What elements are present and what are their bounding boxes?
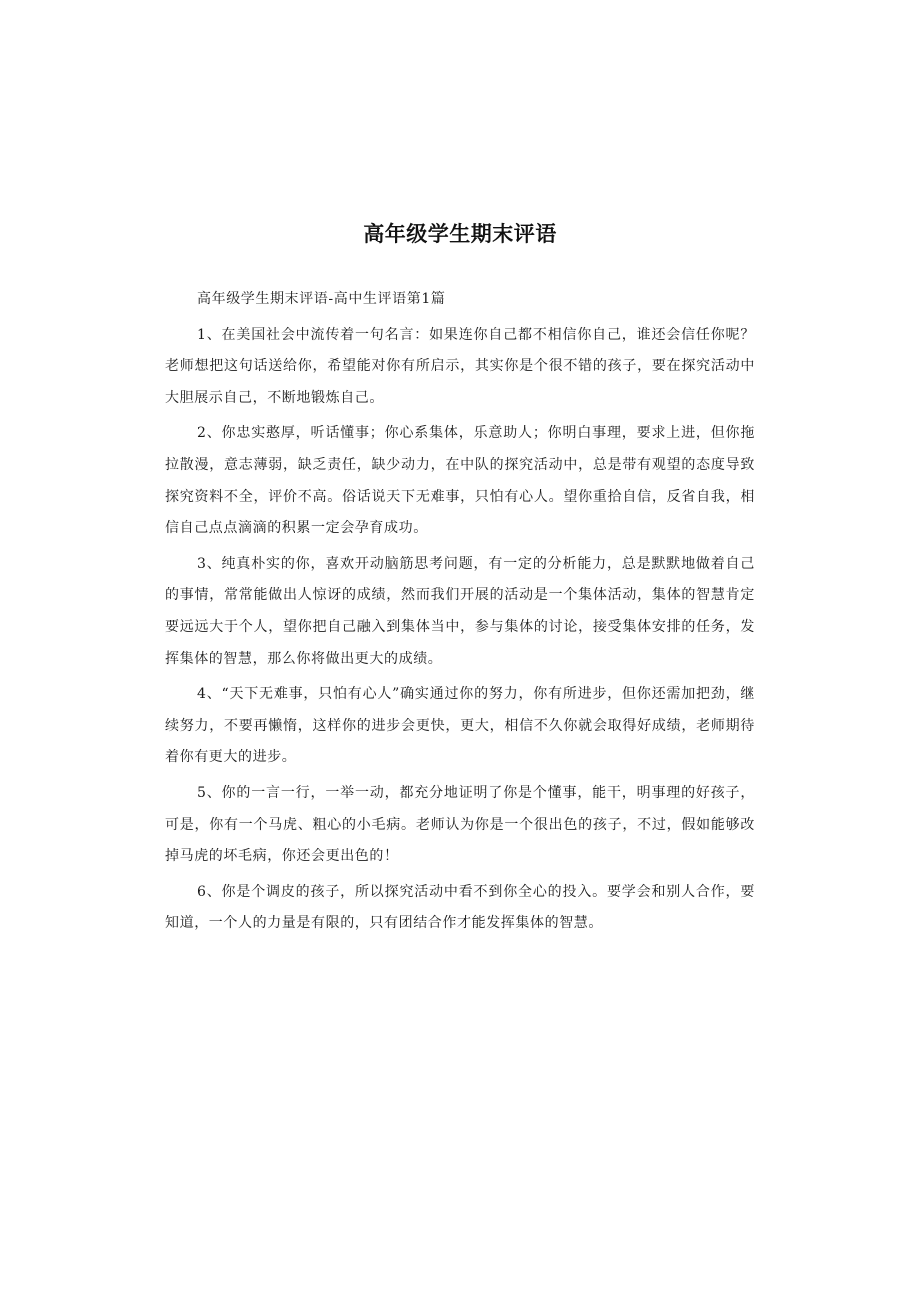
paragraph-1: 1、在美国社会中流传着一句名言：如果连你自己都不相信你自己，谁还会信任你呢？老师想把这句话送给你，希望能对你有所启示，其实你是个很不错的孩子，要在探究活动中大胆展示自己，不断地锻炼自己。 [165, 326, 755, 406]
paragraph-6: 6、你是个调皮的孩子，所以探究活动中看不到你全心的投入。要学会和别人合作，要知道，一个人的力量是有限的，只有团结合作才能发挥集体的智慧。 [165, 883, 755, 932]
paragraph-5: 5、你的一言一行，一举一动，都充分地证明了你是个懂事，能干，明事理的好孩子，可是，你有一个马虎、粗心的小毛病。老师认为你是一个很出色的孩子，不过，假如能够改掉马虎的坏毛病，你还会更出色的！ [165, 784, 755, 865]
paragraph-3: 3、纯真朴实的你，喜欢开动脑筋思考问题，有一定的分析能力，总是默默地做着自己的事情，常常能做出人惊讶的成绩，然而我们开展的活动是一个集体活动，集体的智慧肯定要远远大于个人，望你把自己融入到集体当中，参与集体的讨论，接受集体安排的任务，发挥集体的智慧，那么你将做出更大的成绩。 [165, 555, 755, 667]
document-subtitle: 高年级学生期末评语-高中生评语第1篇 [197, 291, 446, 307]
document-body [165, 284, 755, 940]
paragraph-4: 4、“天下无难事，只怕有心人”确实通过你的努力，你有所进步，但你还需加把劲，继续努力，不要再懒惰，这样你的进步会更快，更大，相信不久你就会取得好成绩，老师期待着你有更大的进步。 [165, 686, 755, 766]
paragraph-2: 2、你忠实憨厚，听话懂事；你心系集体，乐意助人；你明白事理，要求上进，但你拖拉散漫，意志薄弱，缺乏责任，缺少动力，在中队的探究活动中，总是带有观望的态度导致探究资料不全，评价不高。俗话说天下无难事，只怕有心人。望你重拾自信，反省自我，相信自己点点滴滴的积累一定会孕育成功。 [165, 425, 755, 537]
document-title: 高年级学生期末评语 [363, 222, 557, 246]
